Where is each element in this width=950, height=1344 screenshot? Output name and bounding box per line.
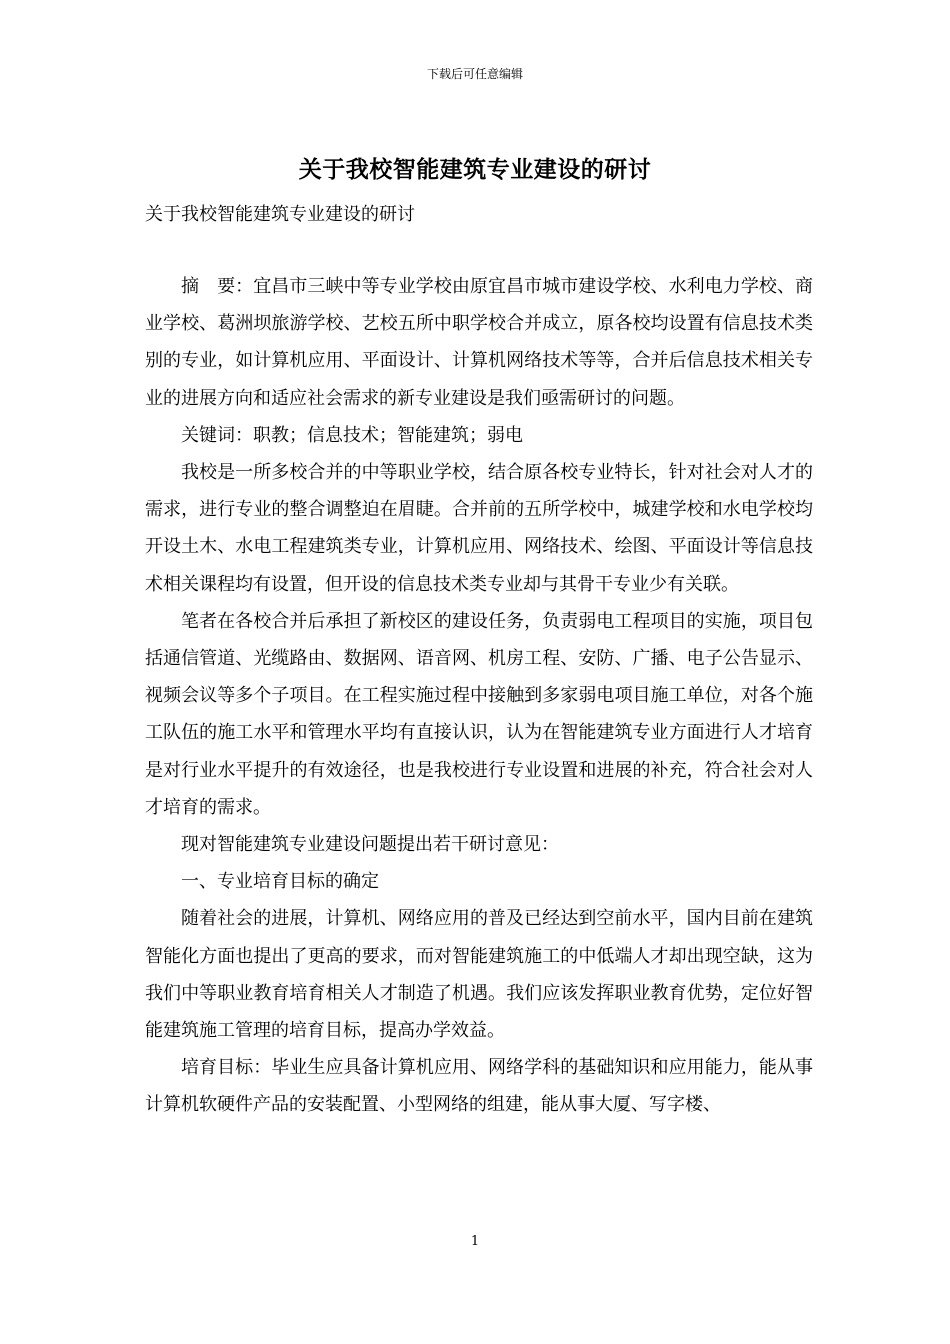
body-paragraph: 随着社会的进展，计算机、网络应用的普及已经达到空前水平，国内目前在建筑智能化方面也提出了更高的要求，而对智能建筑施工的中低端人才却出现空缺，这为我们中等职业教育培育相关人才制造了机遇。我们应该发挥职业教育优势，定位好智能建筑施工管理的培育目标，提高办学效益。 <box>145 908 813 1042</box>
body-paragraph: 现对智能建筑专业建设问题提出若干研讨意见： <box>181 834 559 856</box>
keywords-paragraph: 关键词：职教；信息技术；智能建筑；弱电 <box>181 424 523 446</box>
body-paragraph: 培育目标：毕业生应具备计算机应用、网络学科的基础知识和应用能力，能从事计算机软硬件产品的安装配置、小型网络的组建，能从事大厦、写字楼、 <box>145 1057 813 1116</box>
page-number: 1 <box>470 1234 480 1249</box>
document-title: 关于我校智能建筑专业建设的研讨 <box>298 156 652 183</box>
document-body <box>145 268 813 1124</box>
document-subtitle: 关于我校智能建筑专业建设的研讨 <box>145 204 415 225</box>
section-heading: 一、专业培育目标的确定 <box>181 871 379 893</box>
page-header: 下载后可任意编辑 <box>426 67 523 81</box>
body-paragraph: 我校是一所多校合并的中等职业学校，结合原各校专业特长，针对社会对人才的需求，进行专业的整合调整迫在眉睫。合并前的五所学校中，城建学校和水电学校均开设土木、水电工程建筑类专业，计算机应用、网络技术、绘图、平面设计等信息技术相关课程均有设置，但开设的信息技术类专业却与其骨干专业少有关联。 <box>145 462 813 595</box>
body-paragraph: 笔者在各校合并后承担了新校区的建设任务，负责弱电工程项目的实施，项目包括通信管道、光缆路由、数据网、语音网、机房工程、安防、广播、电子公告显示、视频会议等多个子项目。在工程实施过程中接触到多家弱电项目施工单位，对各个施工队伍的施工水平和管理水平均有直接认识，认为在智能建筑专业方面进行人才培育是对行业水平提升的有效途径，也是我校进行专业设置和进展的补充，符合社会对人才培育的需求。 <box>145 610 813 818</box>
abstract-paragraph: 摘 要：宜昌市三峡中等专业学校由原宜昌市城市建设学校、水利电力学校、商业学校、葛洲坝旅游学校、艺校五所中职学校合并成立，原各校均设置有信息技术类别的专业，如计算机应用、平面设计、计算机网络技术等等，合并后信息技术相关专业的进展方向和适应社会需求的新专业建设是我们亟需研讨的问题。 <box>145 276 813 409</box>
